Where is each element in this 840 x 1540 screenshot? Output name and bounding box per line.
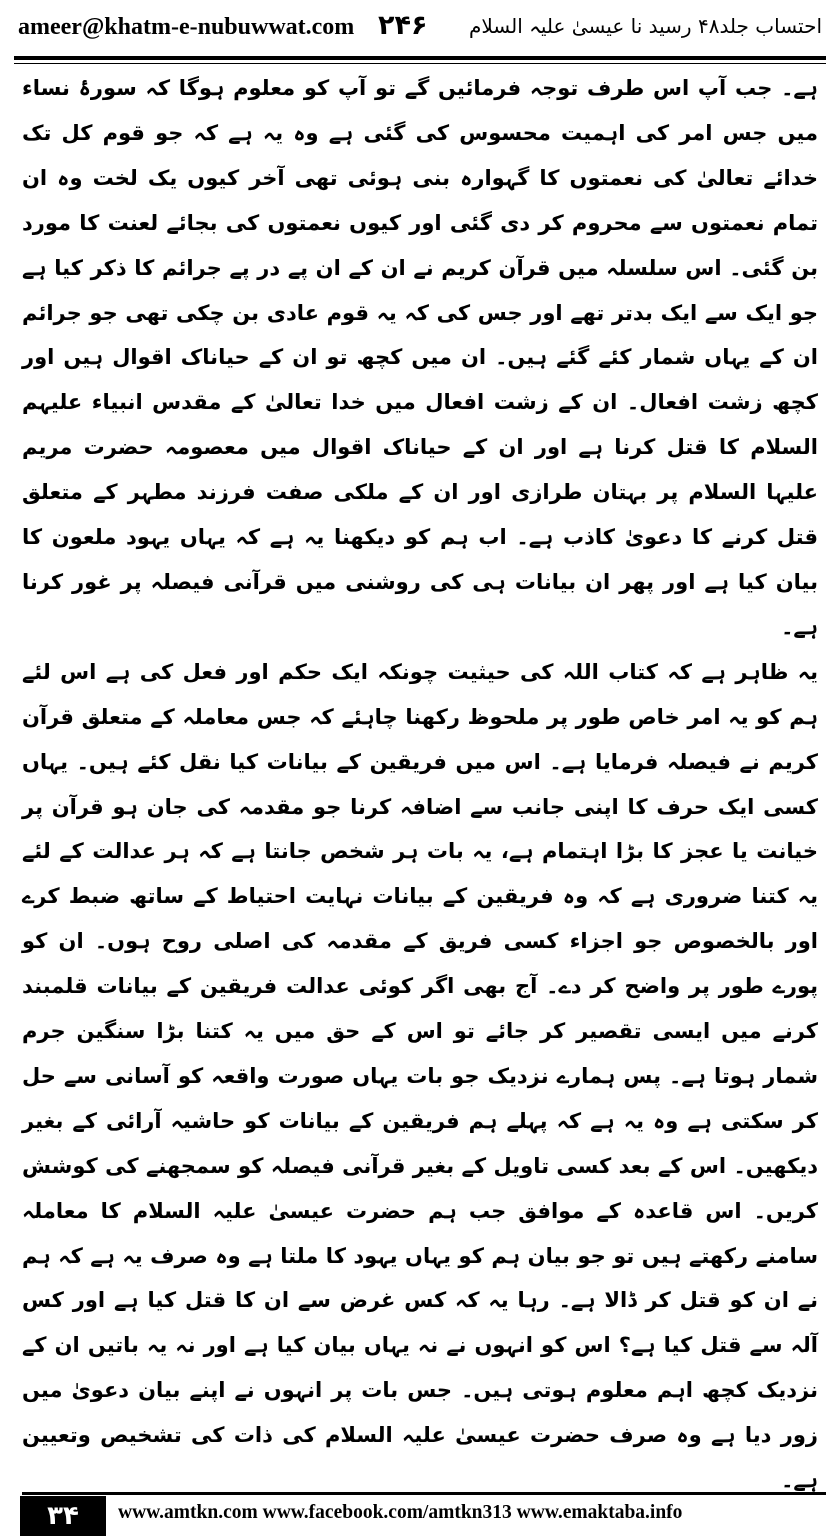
page-body	[22, 66, 818, 1503]
paragraph-1: ہے۔ جب آپ اس طرف توجہ فرمائیں گے تو آپ کو معلوم ہوگا کہ سورۂ نساء میں جس امر کی اہمیت محسوس کی گئی ہے وہ یہ ہے کہ جو قوم کل تک خدائے تعالیٰ کی نعمتوں کا گہوارہ بنی ہوئی تھی آخر کیوں یک لخت وہ ان تمام نعمتوں سے محروم کر دی گئی اور کیوں نعمتوں کی بجائے لعنت کا مورد بن گئی۔ اس سلسلہ میں قرآن کریم نے ان کے ان پے در پے جرائم کا ذکر کیا ہے جو ایک سے ایک بدتر تھے اور جس کی کہ یہ قوم عادی بن چکی تھی جو جرائم ان کے یہاں شمار کئے گئے ہیں۔ ان میں کچھ تو ان کے حیاناک اقوال ہیں اور کچھ زشت افعال۔ ان کے زشت افعال میں خدا تعالیٰ کے مقدس انبیاء علیہم السلام کا قتل کرنا ہے اور ان کے حیاناک اقوال میں معصومہ حضرت مریم علیہا السلام پر بہتان طرازی اور ان کے ملکی صفت فرزند مطہر کے متعلق قتل کرنے کا دعویٰ کاذب ہے۔ اب ہم کو دیکھنا یہ ہے کہ یہاں یہود ملعون کا بیان کیا ہے اور پھر ان بیانات ہی کی روشنی میں قرآنی فیصلہ پر غور کرنا ہے۔	[22, 76, 818, 639]
header-email: ameer@khatm-e-nubuwwat.com	[18, 14, 355, 40]
footer-page-label: ۳۴	[20, 1496, 106, 1536]
header-book-title: احتساب جلد۴۸ رسید نا عیسیٰ علیہ السلام	[468, 14, 822, 38]
footer-divider	[22, 1492, 826, 1495]
paragraph-2: یہ ظاہر ہے کہ کتاب اللہ کی حیثیت چونکہ ایک حکم اور فعل کی ہے اس لئے ہم کو یہ امر خاص طور پر ملحوظ رکھنا چاہئے کہ جس معاملہ کے متعلق قرآن کریم نے فیصلہ فرمایا ہے۔ اس میں فریقین کے بیانات کیا نقل کئے ہیں۔ یہاں کسی ایک حرف کا اپنی جانب سے اضافہ کرنا جو مقدمہ کی جان ہو قرآن پر خیانت یا عجز کا بڑا اہتمام ہے، یہ بات ہر شخص جانتا ہے کہ ہر عدالت کے لئے یہ کتنا ضروری ہے کہ وہ فریقین کے بیانات نہایت احتیاط کے ساتھ ضبط کرے اور بالخصوص جو اجزاء کسی فریق کے مقدمہ کی اصلی روح ہوں۔ ان کو پورے طور پر واضح کر دے۔ آج بھی اگر کوئی عدالت فریقین کے بیانات قلمبند کرنے میں ایسی تقصیر کر جائے تو اس کے حق میں یہ کتنا بڑا سنگین جرم شمار ہوتا ہے۔ پس ہمارے نزدیک جو بات یہاں صورت واقعہ کو آسانی سے حل کر سکتی ہے وہ یہ ہے کہ پہلے ہم فریقین کے بیانات کو حاشیہ آرائی کے بغیر دیکھیں۔ اس کے بعد کسی تاویل کے بغیر قرآنی فیصلہ کو سمجھنے کی کوشش کریں۔ اس قاعدہ کے موافق جب ہم حضرت عیسیٰ علیہ السلام کا معاملہ سامنے رکھتے ہیں تو جو بیان ہم کو یہاں یہود کا ملتا ہے وہ صرف یہ ہے کہ ہم نے ان کو قتل کر ڈالا ہے۔ رہا یہ کہ کس غرض سے ان کا قتل کیا ہے اور کس آلہ سے قتل کیا ہے؟ اس کو انہوں نے نہ یہاں بیان کیا ہے اور نہ یہ باتیں ان کے نزدیک کچھ اہم معلوم ہوتی ہیں۔ جس بات پر انہوں نے اپنے بیان دعویٰ میں زور دیا ہے وہ صرف حضرت عیسیٰ علیہ السلام کی ذات کی تشخیص وتعیین ہے۔	[22, 659, 818, 1493]
page-header	[0, 0, 840, 62]
header-divider	[14, 56, 826, 60]
footer-links: www.amtkn.com www.facebook.com/amtkn313 www.emaktaba.info	[118, 1502, 683, 1523]
page-footer	[0, 1492, 840, 1540]
header-divider-thin	[14, 63, 826, 64]
header-page-number: ۲۴۶	[378, 10, 428, 41]
